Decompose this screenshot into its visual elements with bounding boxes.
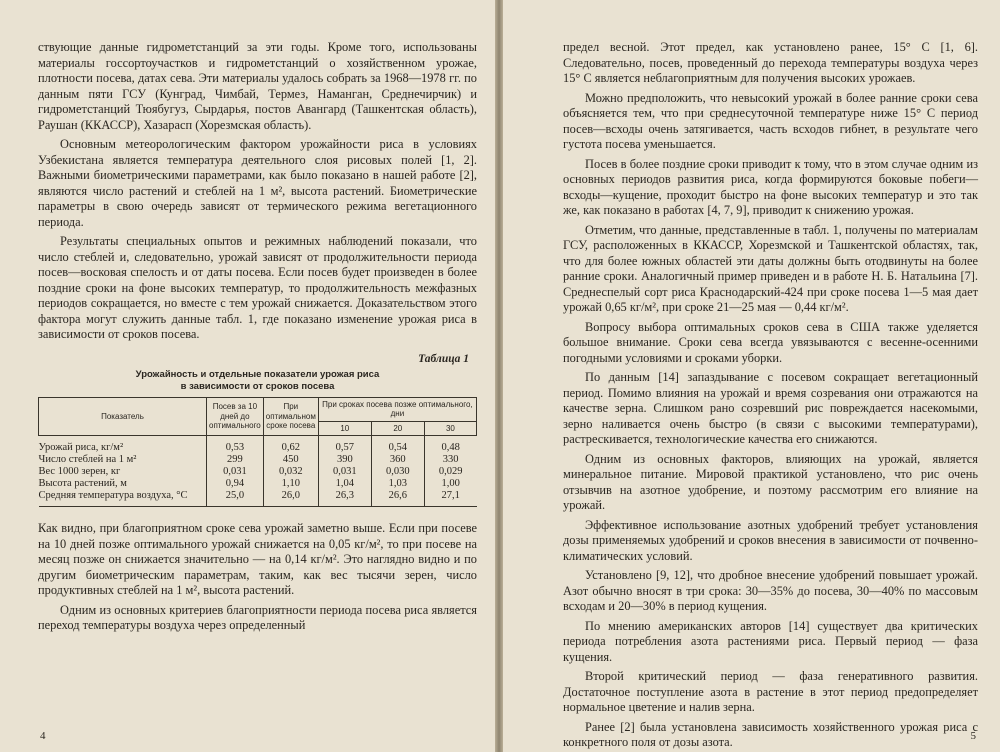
row-label: Средняя температура воздуха, °С (39, 490, 207, 507)
table-caption: Таблица 1 (418, 352, 469, 365)
cell-value: 26,6 (371, 490, 424, 507)
cell-value: 0,62 (263, 436, 318, 455)
right-paragraph-7: Одним из основных факторов, влияющих на урожай, является минеральное питание. Мировой практикой установлено, что рис очень отзывчив на азотное удобрение, и поэтому рассмотрим его влияние на урожай. (563, 451, 978, 512)
table-row-plant-height (39, 478, 477, 490)
right-paragraph-9: Установлено [9, 12], что дробное внесение удобрений повышает урожай. Азот обычно вносят в три срока: 30—35% до посева, 30—40% по массовым всходам и 20—30% в период кущения. (563, 568, 978, 613)
cell-value: 1,00 (424, 478, 476, 490)
row-label: Урожай риса, кг/м² (38, 442, 124, 453)
table-row-yield (39, 436, 477, 455)
cell-value: 27,1 (424, 490, 476, 507)
cell-value: 0,031 (318, 466, 371, 478)
header-indicator: Показатель (39, 397, 207, 436)
cell-value: 0,031 (207, 466, 264, 478)
row-label: Высота растений, м (38, 478, 127, 489)
cell-value: 0,94 (207, 478, 264, 490)
right-paragraph-12: Ранее [2] была установлена зависимость хозяйственного урожая риса с конкретного поля от дозы азота. (563, 719, 978, 749)
left-paragraph-3: Результаты специальных опытов и режимных наблюдений показали, что число стеблей и, следовательно, урожай зависят от продолжительности периода посев—восковая спелость и от даты посева. Если посев будет произведен в более поздние сроки на фоне высоких температур, то продолжительность межфазных периодов сокращается, но вместе с тем урожай снижается. Доказательством этого фактора могут служить данные табл. 1, где показано изменение урожая риса в зависимости от сроков посева. (38, 234, 477, 341)
table-row-mean-temperature (39, 490, 477, 507)
cell-value: 330 (424, 454, 476, 466)
cell-value: 26,0 (263, 490, 318, 507)
book-gutter (495, 0, 503, 752)
left-paragraph-2: Основным метеорологическим фактором урожайности риса в условиях Узбекистана является температура деятельного слоя рисовых полей [1, 2]. Важными биометрическими параметрами, как было показано в нашей работе [2], являются число растений и стеблей на 1 м², высота растений. Биометрические параметры в свою очередь зависят от термического режима вегетационного периода. (38, 137, 477, 229)
table-title-line-1: Урожайность и отдельные показатели урожая риса (135, 368, 380, 380)
left-page (0, 0, 495, 752)
cell-value: 360 (371, 454, 424, 466)
cell-value: 25,0 (207, 490, 264, 507)
left-paragraph-1: ствующие данные гидрометстанций за эти годы. Кроме того, использованы материалы госсортоучастков и гидрометстанций о хозяйственном урожае, плотности посева, датах сева. Эти материалы удалось собрать за 1968—1978 гг. по данным пяти ГСУ (Кунград, Чимбай, Термез, Наманган, Среднечирчик) и гидрометстанций Тюябугуз, Сырдарья, постов Авангард (Ташкентская область), Раушан (ККАССР), Хазарасп (Хорезмская область). (38, 40, 477, 132)
header-optimal-sowing: При оптимальном сроке посева (263, 397, 318, 436)
cell-value: 0,48 (424, 436, 476, 455)
right-paragraph-5: Вопросу выбора оптимальных сроков сева в США также уделяется большое внимание. Сроки сева всегда увязываются с весенне-осенними погодными условиями и сроками уборки. (563, 319, 978, 365)
header-late-days-30: 30 (424, 421, 476, 436)
cell-value: 450 (263, 454, 318, 466)
page-number-left: 4 (40, 730, 46, 742)
cell-value: 390 (318, 454, 371, 466)
table-title (38, 369, 477, 393)
cell-value: 1,03 (371, 478, 424, 490)
table-row-grain-weight (39, 466, 477, 478)
cell-value: 0,032 (263, 466, 318, 478)
right-paragraph-6: По данным [14] запаздывание с посевом сокращает вегетационный период. Помимо влияния на урожай и время созревания они отражаются на качестве зерна. Слишком рано созревший рис повреждается насекомыми, зерно наливается очень быстро (в связи с высокими температурами), растрескивается, технологические качества его снижаются. (563, 370, 978, 446)
cell-value: 1,04 (318, 478, 371, 490)
right-paragraph-11: Второй критический период — фаза генеративного развития. Достаточное поступление азота в растение в этот период предопределяет нормальное цветение и налив зерна. (563, 669, 978, 714)
table-row-stems (39, 454, 477, 466)
page-number-right: 5 (970, 730, 976, 742)
right-page (503, 0, 1000, 752)
cell-value: 1,10 (263, 478, 318, 490)
header-late-days-20: 20 (371, 421, 424, 436)
right-paragraph-4: Отметим, что данные, представленные в табл. 1, получены по материалам ГСУ, расположенных в ККАССР, Хорезмской и Ташкентской областях, так, что для более южных областей эти даты должны быть отодвинуты на более ранние сроки. Аналогичный пример приведен и в работе Н. Б. Натальина [7]. Среднеспелый сорт риса Краснодарский-424 при сроке посева 1—5 мая дает урожай 0,65 кг/м², при сроке 21—25 мая — 0,44 кг/м². (563, 222, 978, 314)
right-paragraph-10: По мнению американских авторов [14] существует два критических периода потребления азота растениями риса. Первый период — фаза кущения. (563, 618, 978, 664)
cell-value: 0,030 (371, 466, 424, 478)
table-title-line-2: в зависимости от сроков посева (180, 380, 335, 392)
left-paragraph-5: Одним из основных критериев благоприятности периода посева риса является переход температуры воздуха через определенный (38, 602, 477, 632)
yield-table (38, 397, 477, 508)
cell-value: 0,029 (424, 466, 476, 478)
cell-value: 0,54 (371, 436, 424, 455)
cell-value: 299 (207, 454, 264, 466)
right-paragraph-2: Можно предположить, что невысокий урожай в более ранние сроки сева объясняется тем, что при среднесуточной температуре ниже 15° С период посев—всходы очень затягивается, часть всходов гибнет, в результате чего густота посева уменьшается. (563, 90, 978, 151)
right-paragraph-8: Эффективное использование азотных удобрений требует установления дозы применяемых удобрений и сроков внесения в зависимости от почвенно-климатических условий. (563, 517, 978, 563)
cell-value: 0,53 (207, 436, 264, 455)
row-label: Вес 1000 зерен, кг (38, 466, 121, 477)
cell-value: 26,3 (318, 490, 371, 507)
header-late-days-10: 10 (318, 421, 371, 436)
cell-value: 0,57 (318, 436, 371, 455)
right-paragraph-1: предел весной. Этот предел, как установлено ранее, 15° С [1, 6]. Следовательно, посев, проведенный до перехода температуры воздуха через 15° С является неблагоприятным для получения высоких урожаев. (563, 40, 978, 85)
left-paragraph-4: Как видно, при благоприятном сроке сева урожай заметно выше. Если при посеве на 10 дней позже оптимального урожай снижается на 0,05 кг/м², то при посеве на месяц позже он снижается значительно — на 0,14 кг/м². Это наглядно видно и по другим биометрическим параметрам, таким, как вес тысячи зерен, число продуктивных стеблей на 1 м², высота растений. (38, 521, 477, 597)
header-early-sowing: Посев за 10 дней до оптимального (207, 397, 264, 436)
header-late-sowing-group: При сроках посева позже оптимального, дни (318, 397, 476, 421)
right-paragraph-3: Посев в более поздние сроки приводит к тому, что в этом случае одним из основных периодов развития риса, когда формируются боковые побеги—всходы—кущение, проходит быстро на фоне высоких температур и это так же, как показано в работах [4, 7, 9], приводит к снижению урожая. (563, 156, 978, 217)
row-label: Число стеблей на 1 м² (38, 454, 137, 465)
